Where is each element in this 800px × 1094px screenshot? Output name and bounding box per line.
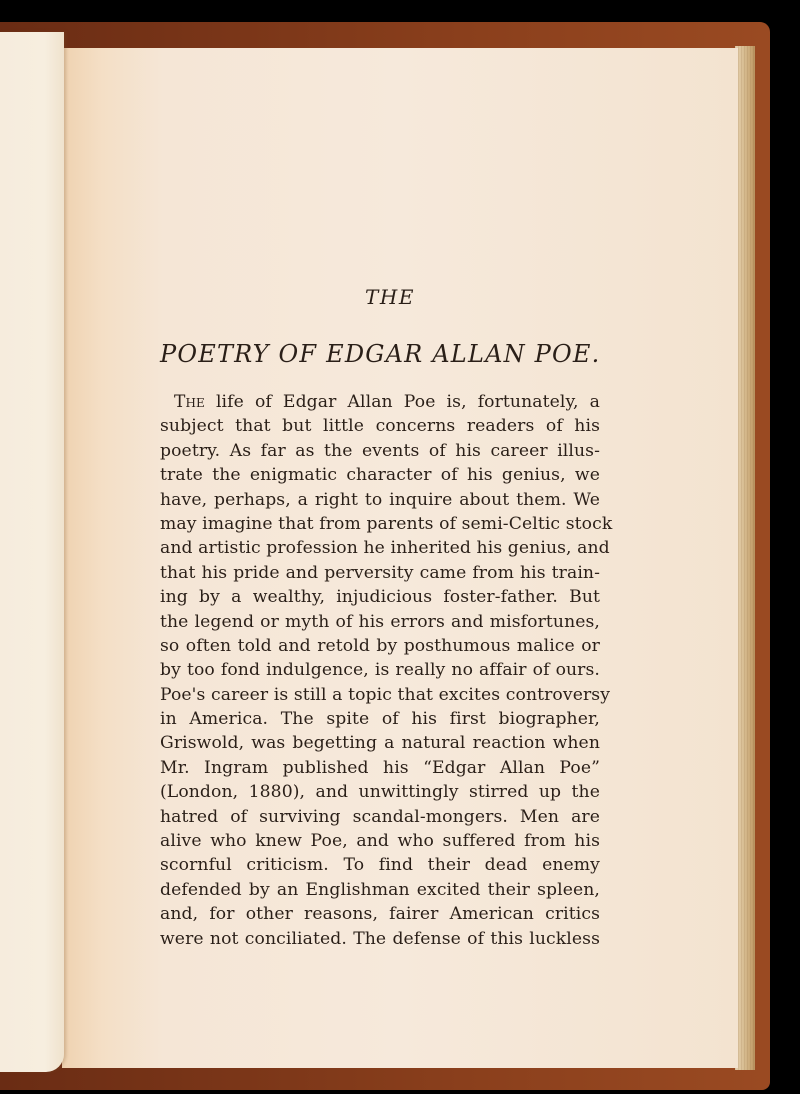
text-line: ing by a wealthy, injudicious foster-father. But (160, 587, 600, 608)
text-line: were not conciliated. The defense of this luckless (160, 928, 600, 949)
text-line: The life of Edgar Allan Poe is, fortunately, a (174, 392, 600, 412)
text-line: defended by an Englishman excited their spleen, (160, 879, 600, 900)
text-line: so often told and retold by posthumous malice or (160, 635, 600, 656)
text-line: Poe's career is still a topic that excites controversy (160, 684, 611, 705)
text-line: and artistic profession he inherited his genius, and (160, 538, 610, 559)
text-line: scornful criticism. To find their dead enemy (160, 855, 600, 876)
smallcaps-word: The (174, 392, 205, 412)
page-edges (735, 46, 755, 1070)
body-paragraph (160, 390, 613, 951)
text-line: subject that but little concerns readers of his (160, 416, 600, 437)
text-line: in America. The spite of his first biographer, (160, 709, 600, 730)
text-line: by too fond indulgence, is really no affair of ours. (160, 660, 600, 681)
text-line: poetry. As far as the events of his career illus- (160, 440, 600, 461)
text-line: Griswold, was begetting a natural reaction when (160, 733, 600, 754)
heading-the: THE (365, 285, 415, 309)
page-text (160, 280, 613, 951)
text-line: (London, 1880), and unwittingly stirred up the (160, 782, 600, 803)
text-line: and, for other reasons, fairer American critics (160, 904, 600, 925)
text-line: alive who knew Poe, and who suffered from his (160, 831, 600, 852)
text-line: may imagine that from parents of semi-Celtic stock (160, 513, 613, 534)
text-line: hatred of surviving scandal-mongers. Men are (160, 806, 600, 827)
left-page-edge (0, 32, 64, 1072)
text-line: Mr. Ingram published his “Edgar Allan Poe” (160, 757, 600, 778)
chapter-title: POETRY OF EDGAR ALLAN POE. (160, 340, 601, 368)
text-line: trate the enigmatic character of his genius, we (160, 465, 600, 486)
text-line: that his pride and perversity came from his train- (160, 562, 600, 583)
text-line: the legend or myth of his errors and misfortunes, (160, 611, 600, 632)
text-line: have, perhaps, a right to inquire about them. We (160, 489, 600, 510)
